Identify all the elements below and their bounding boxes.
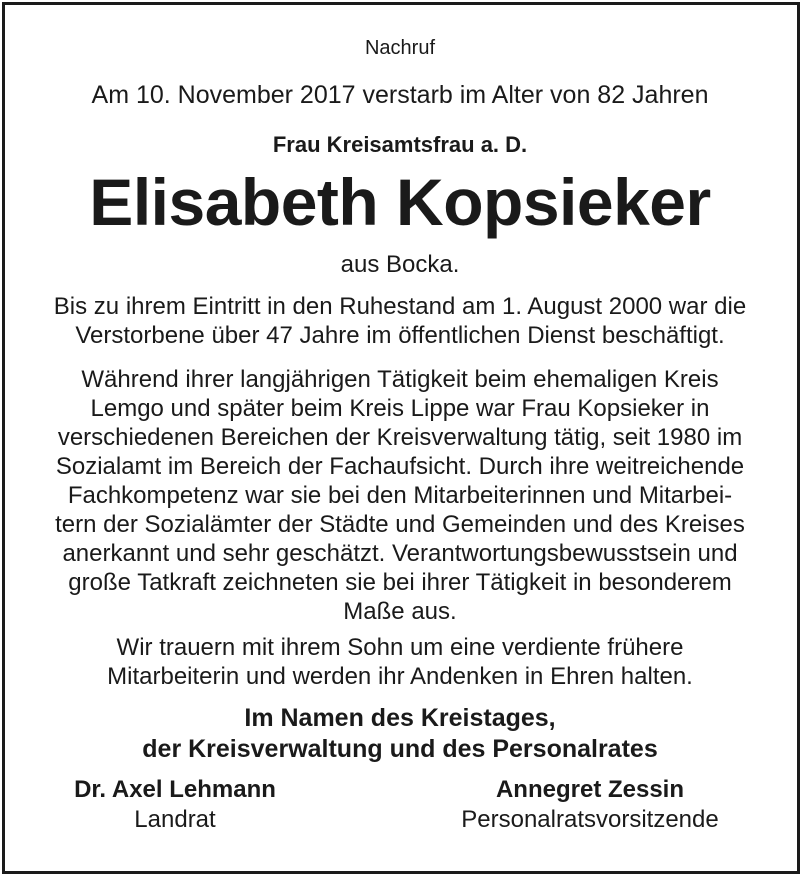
paragraph-line: Mitarbeiterin und werden ihr Andenken in Ehren halten.	[107, 663, 693, 690]
deceased-title: Frau Kreisamtsfrau a. D.	[272, 132, 528, 157]
deceased-name: Elisabeth Kopsieker	[89, 165, 711, 239]
paragraph-career	[0, 292, 800, 350]
on-behalf-line: der Kreisverwaltung und des Personalrates	[142, 735, 658, 763]
on-behalf-statement	[0, 703, 800, 765]
paragraph-activity	[0, 365, 800, 626]
paragraph-line: Sozialamt im Bereich der Fachaufsicht. Durch ihre weitreichende	[55, 453, 745, 480]
signatory-role: Landrat	[134, 806, 216, 833]
paragraph-line: Verstorbene über 47 Jahre im öffentlichen Dienst beschäftigt.	[75, 322, 725, 349]
paragraph-line: anerkannt und sehr geschätzt. Verantwortungsbewusstsein und	[62, 540, 738, 567]
signatory-role: Personalratsvorsitzende	[461, 806, 719, 833]
paragraph-line: Lemgo und später beim Kreis Lippe war Frau Kopsieker in	[90, 395, 710, 422]
paragraph-line: große Tatkraft zeichneten sie bei ihrer Tätigkeit in besonderem	[68, 569, 732, 596]
notice-label: Nachruf	[364, 37, 436, 59]
signatory-left	[40, 775, 310, 835]
signatory-name: Dr. Axel Lehmann	[74, 776, 276, 803]
deceased-origin: aus Bocka.	[340, 251, 460, 278]
paragraph-line: Während ihrer langjährigen Tätigkeit beim ehemaligen Kreis	[81, 366, 719, 393]
paragraph-mourning	[0, 633, 800, 691]
signatory-name: Annegret Zessin	[495, 776, 685, 803]
paragraph-line: verschiedenen Bereichen der Kreisverwaltung tätig, seit 1980 im	[57, 424, 743, 451]
paragraph-line: Maße aus.	[343, 598, 457, 625]
on-behalf-line: Im Namen des Kreistages,	[244, 704, 556, 732]
paragraph-line: tern der Sozialämter der Städte und Gemeinden und des Kreises	[55, 511, 745, 538]
signatory-right	[430, 775, 750, 835]
paragraph-line: Wir trauern mit ihrem Sohn um eine verdiente frühere	[116, 634, 684, 661]
paragraph-line: Bis zu ihrem Eintritt in den Ruhestand am 1. August 2000 war die	[53, 293, 747, 320]
paragraph-line: Fachkompetenz war sie bei den Mitarbeiterinnen und Mitarbei-	[67, 482, 733, 509]
death-announcement: Am 10. November 2017 verstarb im Alter von 82 Jahren	[91, 81, 709, 109]
